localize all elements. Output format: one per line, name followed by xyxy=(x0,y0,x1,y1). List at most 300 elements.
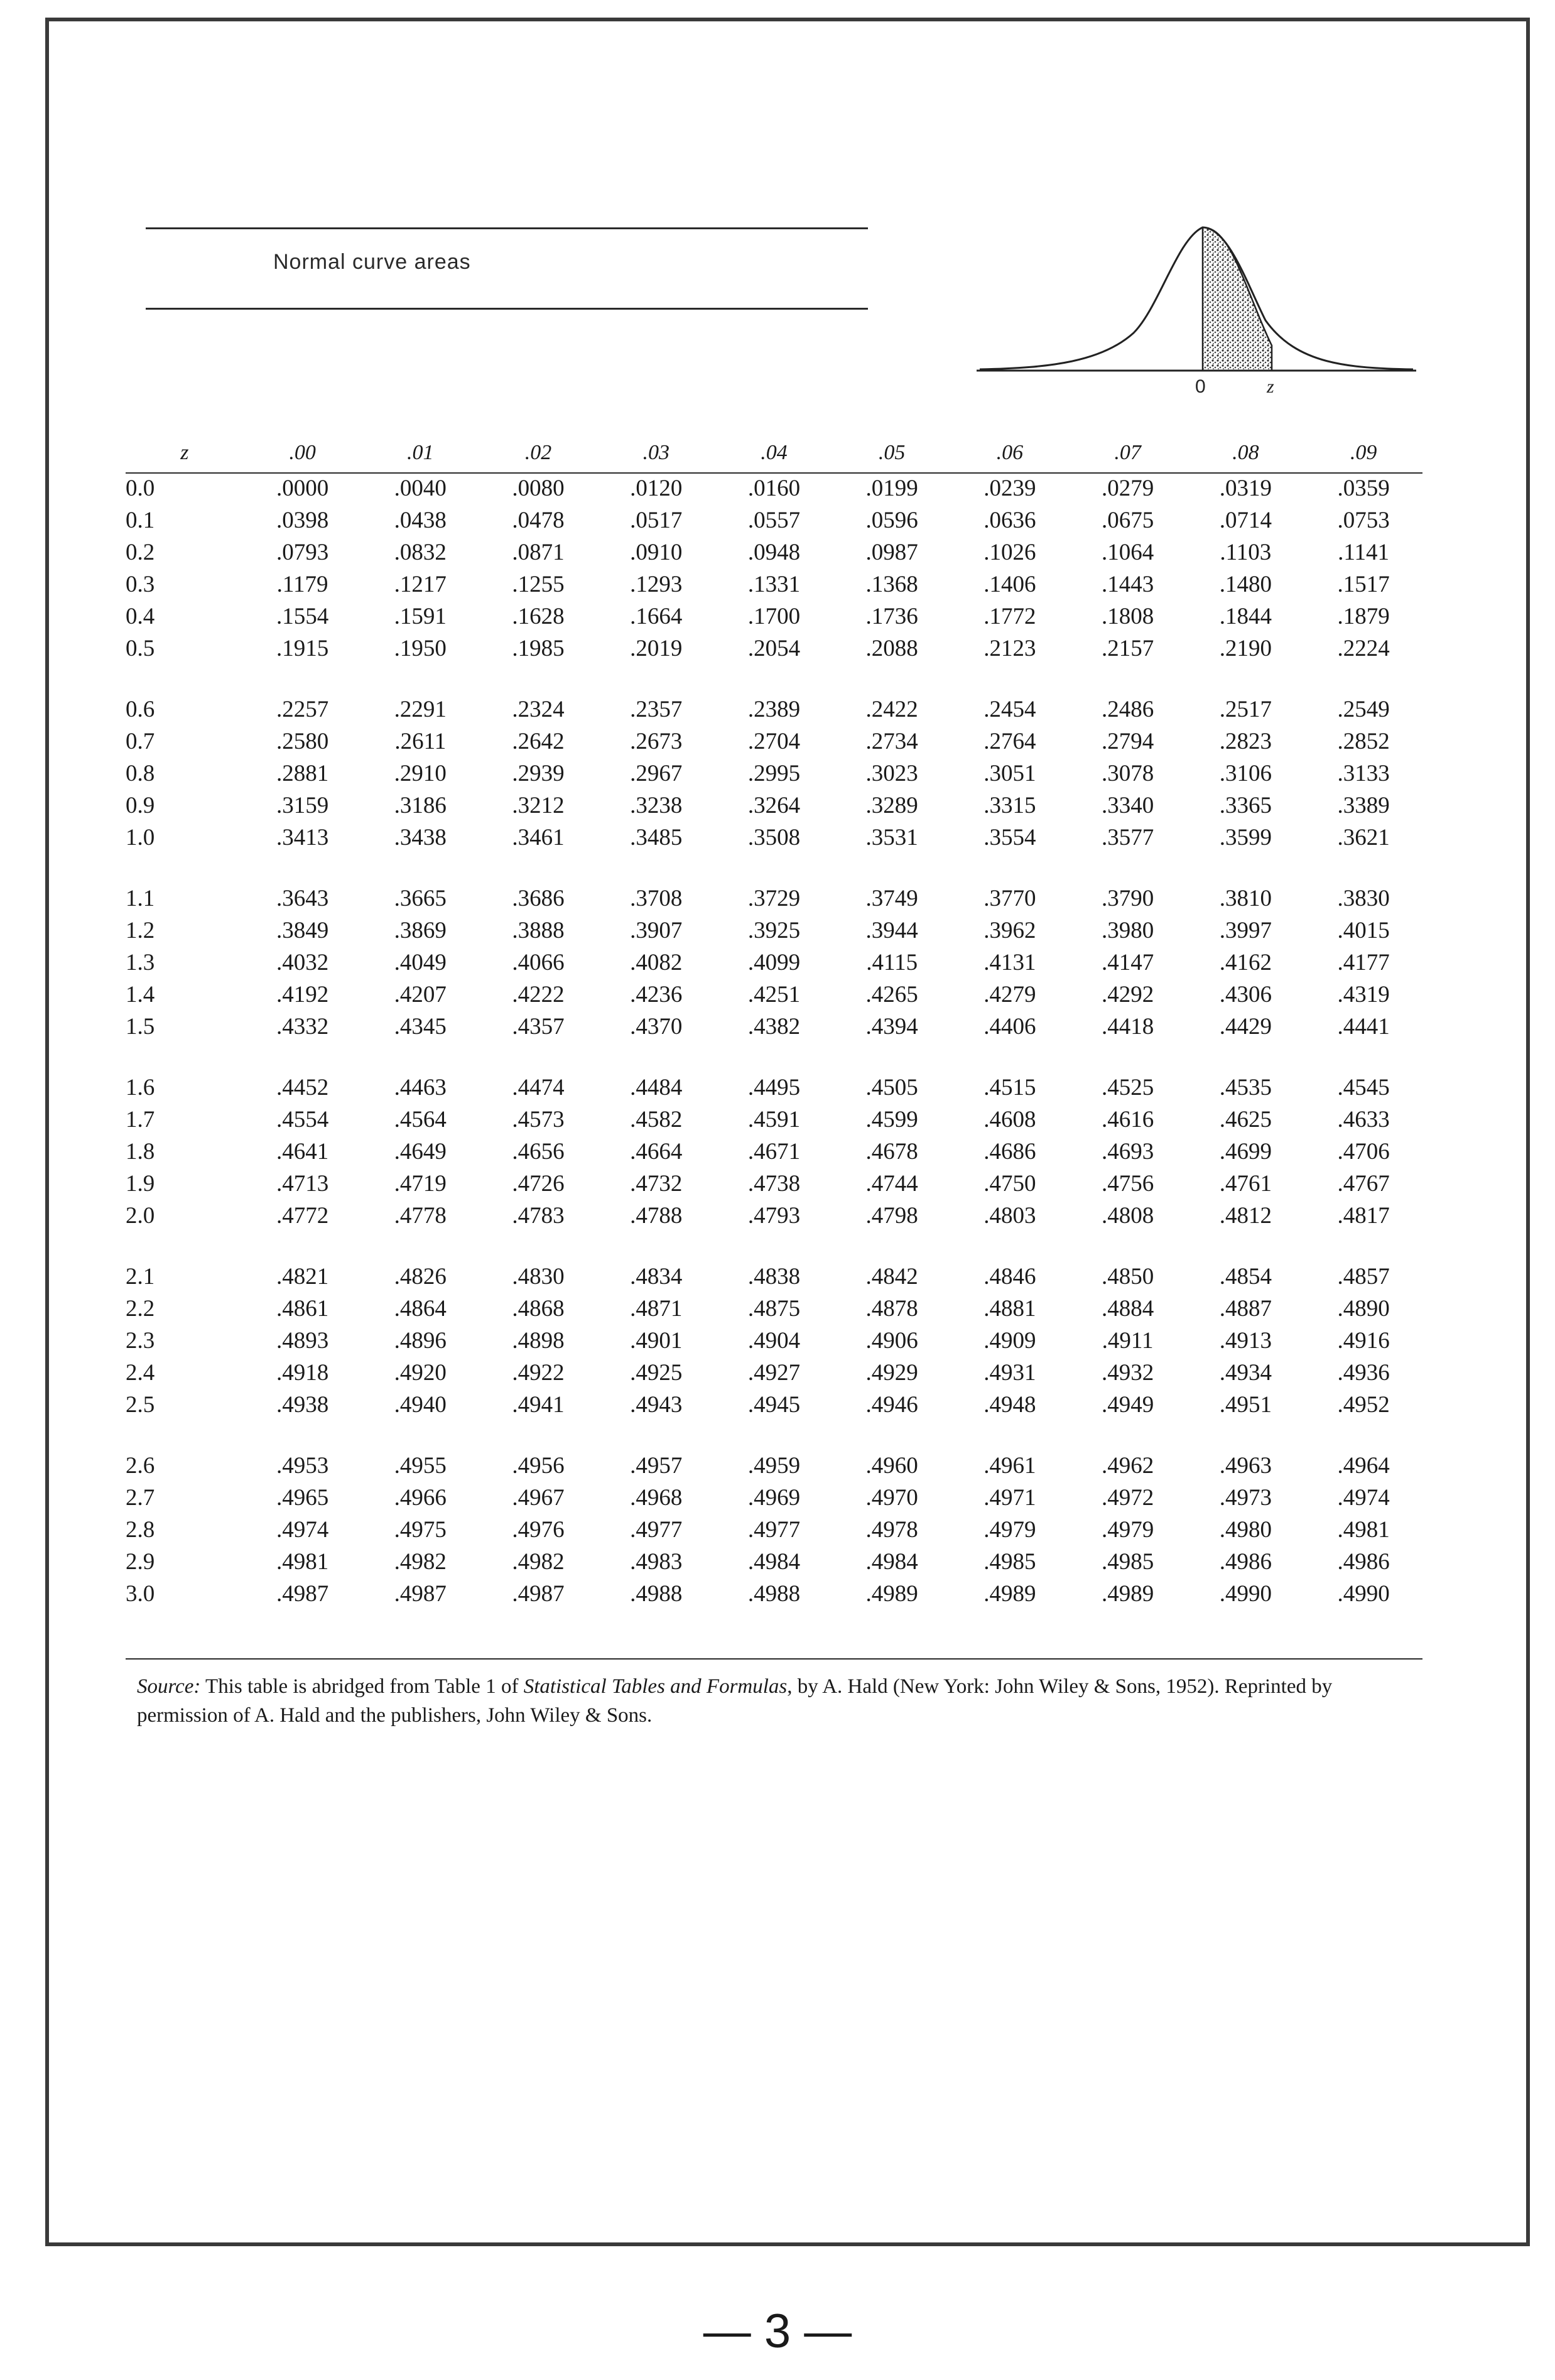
area-cell: .4706 xyxy=(1337,1139,1390,1165)
area-cell: .4990 xyxy=(1337,1581,1390,1607)
area-cell: .4980 xyxy=(1219,1517,1272,1543)
area-cell: .4750 xyxy=(983,1171,1036,1197)
area-cell: .3212 xyxy=(512,793,565,818)
area-cell: .4162 xyxy=(1219,950,1272,975)
column-header-z: z xyxy=(180,441,189,464)
area-cell: .4015 xyxy=(1337,918,1390,943)
area-cell: .4838 xyxy=(747,1264,801,1290)
area-cell: .3508 xyxy=(747,825,801,850)
area-cell: .4345 xyxy=(394,1014,447,1040)
column-header: .04 xyxy=(761,441,788,464)
z-value-cell: 2.6 xyxy=(126,1453,155,1479)
area-cell: .4861 xyxy=(276,1296,329,1322)
area-cell: .4961 xyxy=(983,1453,1036,1479)
area-cell: .3159 xyxy=(276,793,329,818)
area-cell: .4370 xyxy=(630,1014,683,1040)
area-cell: .3413 xyxy=(276,825,329,850)
area-cell: .4968 xyxy=(630,1485,683,1511)
area-cell: .3790 xyxy=(1101,886,1154,911)
table-row xyxy=(126,758,1422,790)
area-cell: .2642 xyxy=(512,729,565,754)
area-cell: .0675 xyxy=(1101,508,1154,533)
table-row xyxy=(126,1200,1422,1232)
area-cell: .4977 xyxy=(630,1517,683,1543)
area-cell: .4505 xyxy=(865,1075,918,1100)
column-header: .00 xyxy=(289,441,316,464)
area-cell: .4429 xyxy=(1219,1014,1272,1040)
area-cell: .4957 xyxy=(630,1453,683,1479)
area-cell: .2764 xyxy=(983,729,1036,754)
area-cell: .1950 xyxy=(394,636,447,661)
area-cell: .0910 xyxy=(630,540,683,565)
area-cell: .3485 xyxy=(630,825,683,850)
area-cell: .4898 xyxy=(512,1328,565,1354)
area-cell: .4693 xyxy=(1101,1139,1154,1165)
area-cell: .1985 xyxy=(512,636,565,661)
area-cell: .1808 xyxy=(1101,604,1154,629)
area-cell: .4463 xyxy=(394,1075,447,1100)
area-cell: .0714 xyxy=(1219,508,1272,533)
table-row xyxy=(126,947,1422,979)
area-cell: .3962 xyxy=(983,918,1036,943)
area-cell: .4382 xyxy=(747,1014,801,1040)
area-cell: .4713 xyxy=(276,1171,329,1197)
area-cell: .0398 xyxy=(276,508,329,533)
area-cell: .4115 xyxy=(866,950,918,975)
area-cell: .4864 xyxy=(394,1296,447,1322)
area-cell: .4207 xyxy=(394,982,447,1008)
area-cell: .4418 xyxy=(1101,1014,1154,1040)
area-cell: .2088 xyxy=(865,636,918,661)
area-cell: .4573 xyxy=(512,1107,565,1133)
z-value-cell: 0.8 xyxy=(126,761,155,786)
z-value-cell: 0.1 xyxy=(126,508,155,533)
area-cell: .2823 xyxy=(1219,729,1272,754)
column-header: .05 xyxy=(878,441,906,464)
area-cell: .0478 xyxy=(512,508,565,533)
z-value-cell: 1.1 xyxy=(126,886,155,911)
table-row xyxy=(126,1357,1422,1389)
area-cell: .4357 xyxy=(512,1014,565,1040)
area-cell: .4989 xyxy=(865,1581,918,1607)
area-cell: .4868 xyxy=(512,1296,565,1322)
area-cell: .4495 xyxy=(747,1075,801,1100)
area-cell: .3264 xyxy=(747,793,801,818)
area-cell: .4545 xyxy=(1337,1075,1390,1100)
table-row xyxy=(126,1293,1422,1325)
table-row xyxy=(126,536,1422,568)
table-row xyxy=(126,979,1422,1011)
area-cell: .4956 xyxy=(512,1453,565,1479)
area-cell: .0319 xyxy=(1219,475,1272,501)
table-row xyxy=(126,1514,1422,1546)
z-value-cell: 2.8 xyxy=(126,1517,155,1543)
area-cell: .4985 xyxy=(1101,1549,1154,1575)
area-cell: .4812 xyxy=(1219,1203,1272,1229)
area-cell: .0948 xyxy=(747,540,801,565)
area-cell: .1844 xyxy=(1219,604,1272,629)
area-cell: .3554 xyxy=(983,825,1036,850)
table-row xyxy=(126,725,1422,758)
table-row xyxy=(126,1104,1422,1136)
area-cell: .4265 xyxy=(865,982,918,1008)
area-cell: .4976 xyxy=(512,1517,565,1543)
area-cell: .4909 xyxy=(983,1328,1036,1354)
area-cell: .1368 xyxy=(865,572,918,597)
area-cell: .2995 xyxy=(747,761,801,786)
table-row xyxy=(126,1072,1422,1104)
area-cell: .4896 xyxy=(394,1328,447,1354)
area-cell: .4788 xyxy=(630,1203,683,1229)
area-cell: .0636 xyxy=(983,508,1036,533)
area-cell: .4319 xyxy=(1337,982,1390,1008)
area-cell: .2357 xyxy=(630,697,683,722)
normal-curve-table xyxy=(126,433,1422,1610)
area-cell: .4918 xyxy=(276,1360,329,1386)
area-cell: .4306 xyxy=(1219,982,1272,1008)
area-cell: .4953 xyxy=(276,1453,329,1479)
group-spacer xyxy=(126,1232,1422,1261)
area-cell: .4913 xyxy=(1219,1328,1272,1354)
area-cell: .4984 xyxy=(747,1549,801,1575)
z-value-cell: 3.0 xyxy=(126,1581,155,1607)
area-cell: .3438 xyxy=(394,825,447,850)
area-cell: .3577 xyxy=(1101,825,1154,850)
area-cell: .4960 xyxy=(865,1453,918,1479)
curve-label-z: z xyxy=(1267,376,1274,396)
area-cell: .3078 xyxy=(1101,761,1154,786)
area-cell: .4236 xyxy=(630,982,683,1008)
area-cell: .4821 xyxy=(276,1264,329,1290)
area-cell: .4744 xyxy=(865,1171,918,1197)
table-row xyxy=(126,1578,1422,1610)
z-value-cell: 1.7 xyxy=(126,1107,155,1133)
area-cell: .0120 xyxy=(630,475,683,501)
area-cell: .4890 xyxy=(1337,1296,1390,1322)
table-header-row xyxy=(126,433,1422,472)
area-cell: .4678 xyxy=(865,1139,918,1165)
area-cell: .1406 xyxy=(983,572,1036,597)
area-cell: .4817 xyxy=(1337,1203,1390,1229)
table-row xyxy=(126,1389,1422,1421)
area-cell: .1480 xyxy=(1219,572,1272,597)
area-cell: .4934 xyxy=(1219,1360,1272,1386)
table-row xyxy=(126,600,1422,633)
area-cell: .4177 xyxy=(1337,950,1390,975)
table-title: Normal curve areas xyxy=(273,250,471,274)
area-cell: .0871 xyxy=(512,540,565,565)
table-row xyxy=(126,915,1422,947)
area-cell: .4591 xyxy=(747,1107,801,1133)
area-cell: .3980 xyxy=(1101,918,1154,943)
area-cell: .3810 xyxy=(1219,886,1272,911)
area-cell: .3365 xyxy=(1219,793,1272,818)
area-cell: .4990 xyxy=(1219,1581,1272,1607)
area-cell: .2517 xyxy=(1219,697,1272,722)
area-cell: .2291 xyxy=(394,697,447,722)
area-cell: .2224 xyxy=(1337,636,1390,661)
page-number: — 3 — xyxy=(703,2305,852,2358)
area-cell: .4525 xyxy=(1101,1075,1154,1100)
area-cell: .2123 xyxy=(983,636,1036,661)
table-row xyxy=(126,1482,1422,1514)
area-cell: .2157 xyxy=(1101,636,1154,661)
area-cell: .4938 xyxy=(276,1392,329,1418)
z-value-cell: 2.2 xyxy=(126,1296,155,1322)
area-cell: .1554 xyxy=(276,604,329,629)
area-cell: .3051 xyxy=(983,761,1036,786)
area-cell: .4940 xyxy=(394,1392,447,1418)
area-cell: .4616 xyxy=(1101,1107,1154,1133)
z-value-cell: 2.4 xyxy=(126,1360,155,1386)
table-row xyxy=(126,822,1422,854)
area-cell: .4982 xyxy=(512,1549,565,1575)
area-cell: .2454 xyxy=(983,697,1036,722)
z-value-cell: 1.8 xyxy=(126,1139,155,1165)
table-rule-bottom xyxy=(126,1658,1422,1660)
area-cell: .0239 xyxy=(983,475,1036,501)
shaded-area xyxy=(1203,227,1272,371)
area-cell: .4884 xyxy=(1101,1296,1154,1322)
area-cell: .4983 xyxy=(630,1549,683,1575)
area-cell: .3238 xyxy=(630,793,683,818)
area-cell: .4732 xyxy=(630,1171,683,1197)
area-cell: .3461 xyxy=(512,825,565,850)
area-cell: .0753 xyxy=(1337,508,1390,533)
area-cell: .4989 xyxy=(1101,1581,1154,1607)
area-cell: .3888 xyxy=(512,918,565,943)
group-spacer xyxy=(126,665,1422,693)
area-cell: .3643 xyxy=(276,886,329,911)
area-cell: .4943 xyxy=(630,1392,683,1418)
table-row xyxy=(126,1011,1422,1043)
area-cell: .1664 xyxy=(630,604,683,629)
table-row xyxy=(126,1450,1422,1482)
area-cell: .4986 xyxy=(1337,1549,1390,1575)
area-cell: .3849 xyxy=(276,918,329,943)
area-cell: .4099 xyxy=(747,950,801,975)
area-cell: .4974 xyxy=(276,1517,329,1543)
area-cell: .2389 xyxy=(747,697,801,722)
area-cell: .4945 xyxy=(747,1392,801,1418)
area-cell: .2422 xyxy=(865,697,918,722)
group-spacer xyxy=(126,1043,1422,1072)
area-cell: .4973 xyxy=(1219,1485,1272,1511)
area-cell: .4484 xyxy=(630,1075,683,1100)
area-cell: .4887 xyxy=(1219,1296,1272,1322)
z-value-cell: 1.6 xyxy=(126,1075,155,1100)
area-cell: .3749 xyxy=(865,886,918,911)
z-value-cell: 0.9 xyxy=(126,793,155,818)
area-cell: .4878 xyxy=(865,1296,918,1322)
area-cell: .3665 xyxy=(394,886,447,911)
area-cell: .0080 xyxy=(512,475,565,501)
normal-curve-figure xyxy=(970,214,1422,396)
area-cell: .1179 xyxy=(276,572,328,597)
area-cell: .1255 xyxy=(512,572,565,597)
source-note xyxy=(137,1672,1424,1730)
area-cell: .4772 xyxy=(276,1203,329,1229)
area-cell: .3315 xyxy=(983,793,1036,818)
table-row xyxy=(126,1546,1422,1578)
area-cell: .4850 xyxy=(1101,1264,1154,1290)
area-cell: .4964 xyxy=(1337,1453,1390,1479)
z-value-cell: 0.4 xyxy=(126,604,155,629)
area-cell: .4778 xyxy=(394,1203,447,1229)
area-cell: .4147 xyxy=(1101,950,1154,975)
area-cell: .1879 xyxy=(1337,604,1390,629)
area-cell: .4978 xyxy=(865,1517,918,1543)
area-cell: .1103 xyxy=(1220,540,1272,565)
table-row xyxy=(126,472,1422,504)
area-cell: .1700 xyxy=(747,604,801,629)
area-cell: .2910 xyxy=(394,761,447,786)
area-cell: .4564 xyxy=(394,1107,447,1133)
area-cell: .4554 xyxy=(276,1107,329,1133)
area-cell: .4962 xyxy=(1101,1453,1154,1479)
area-cell: .4842 xyxy=(865,1264,918,1290)
area-cell: .3686 xyxy=(512,886,565,911)
area-cell: .0199 xyxy=(865,475,918,501)
z-value-cell: 2.5 xyxy=(126,1392,155,1418)
z-value-cell: 1.0 xyxy=(126,825,155,850)
area-cell: .0832 xyxy=(394,540,447,565)
area-cell: .4982 xyxy=(394,1549,447,1575)
table-row xyxy=(126,883,1422,915)
area-cell: .4959 xyxy=(747,1453,801,1479)
area-cell: .3997 xyxy=(1219,918,1272,943)
area-cell: .4656 xyxy=(512,1139,565,1165)
table-row xyxy=(126,693,1422,725)
area-cell: .4664 xyxy=(630,1139,683,1165)
area-cell: .2257 xyxy=(276,697,329,722)
area-cell: .2019 xyxy=(630,636,683,661)
area-cell: .4332 xyxy=(276,1014,329,1040)
area-cell: .1141 xyxy=(1338,540,1390,565)
area-cell: .4951 xyxy=(1219,1392,1272,1418)
area-cell: .4987 xyxy=(276,1581,329,1607)
area-cell: .2794 xyxy=(1101,729,1154,754)
area-cell: .4985 xyxy=(983,1549,1036,1575)
area-cell: .4222 xyxy=(512,982,565,1008)
area-cell: .4986 xyxy=(1219,1549,1272,1575)
area-cell: .1026 xyxy=(983,540,1036,565)
z-value-cell: 1.3 xyxy=(126,950,155,975)
source-book-title: Statistical Tables and Formulas xyxy=(523,1675,788,1698)
z-value-cell: 0.0 xyxy=(126,475,155,501)
bell-curve xyxy=(980,227,1413,369)
area-cell: .2852 xyxy=(1337,729,1390,754)
area-cell: .0279 xyxy=(1101,475,1154,501)
area-cell: .0000 xyxy=(276,475,329,501)
table-row xyxy=(126,1168,1422,1200)
area-cell: .3531 xyxy=(865,825,918,850)
area-cell: .2704 xyxy=(747,729,801,754)
area-cell: .4803 xyxy=(983,1203,1036,1229)
area-cell: .4932 xyxy=(1101,1360,1154,1386)
area-cell: .4946 xyxy=(865,1392,918,1418)
area-cell: .0793 xyxy=(276,540,329,565)
area-cell: .4808 xyxy=(1101,1203,1154,1229)
area-cell: .4649 xyxy=(394,1139,447,1165)
area-cell: .4955 xyxy=(394,1453,447,1479)
area-cell: .2881 xyxy=(276,761,329,786)
area-cell: .4989 xyxy=(983,1581,1036,1607)
area-cell: .1772 xyxy=(983,604,1036,629)
area-cell: .0987 xyxy=(865,540,918,565)
area-cell: .4452 xyxy=(276,1075,329,1100)
area-cell: .2939 xyxy=(512,761,565,786)
area-cell: .4987 xyxy=(512,1581,565,1607)
area-cell: .4726 xyxy=(512,1171,565,1197)
area-cell: .4082 xyxy=(630,950,683,975)
area-cell: .4901 xyxy=(630,1328,683,1354)
area-cell: .0438 xyxy=(394,508,447,533)
area-cell: .1915 xyxy=(276,636,329,661)
source-label: Source: xyxy=(137,1675,201,1698)
area-cell: .4875 xyxy=(747,1296,801,1322)
area-cell: .4971 xyxy=(983,1485,1036,1511)
area-cell: .4279 xyxy=(983,982,1036,1008)
area-cell: .0040 xyxy=(394,475,447,501)
curve-label-zero: 0 xyxy=(1195,376,1206,396)
area-cell: .4857 xyxy=(1337,1264,1390,1290)
area-cell: .1293 xyxy=(630,572,683,597)
area-cell: .4854 xyxy=(1219,1264,1272,1290)
area-cell: .4936 xyxy=(1337,1360,1390,1386)
table-row xyxy=(126,568,1422,600)
area-cell: .3106 xyxy=(1219,761,1272,786)
area-cell: .1628 xyxy=(512,604,565,629)
area-cell: .3599 xyxy=(1219,825,1272,850)
area-cell: .4719 xyxy=(394,1171,447,1197)
area-cell: .1591 xyxy=(394,604,447,629)
area-cell: .4925 xyxy=(630,1360,683,1386)
area-cell: .4927 xyxy=(747,1360,801,1386)
area-cell: .4911 xyxy=(1102,1328,1154,1354)
z-value-cell: 2.3 xyxy=(126,1328,155,1354)
source-text-before: This table is abridged from Table 1 of xyxy=(200,1675,524,1698)
area-cell: .4515 xyxy=(983,1075,1036,1100)
table-row xyxy=(126,1261,1422,1293)
area-cell: .4975 xyxy=(394,1517,447,1543)
area-cell: .4032 xyxy=(276,950,329,975)
area-cell: .3944 xyxy=(865,918,918,943)
area-cell: .2611 xyxy=(394,729,447,754)
column-header: .09 xyxy=(1350,441,1377,464)
area-cell: .4974 xyxy=(1337,1485,1390,1511)
area-cell: .4981 xyxy=(276,1549,329,1575)
area-cell: .3389 xyxy=(1337,793,1390,818)
area-cell: .4441 xyxy=(1337,1014,1390,1040)
area-cell: .4906 xyxy=(865,1328,918,1354)
area-cell: .1443 xyxy=(1101,572,1154,597)
area-cell: .4738 xyxy=(747,1171,801,1197)
area-cell: .4967 xyxy=(512,1485,565,1511)
z-value-cell: 0.7 xyxy=(126,729,155,754)
area-cell: .2580 xyxy=(276,729,329,754)
source-text-after: , by A. Hald (New York: John Wiley & Sons, 1952). Reprinted by permission of A. Hald and the publishers, John Wiley & Sons. xyxy=(137,1675,1333,1727)
column-header: .07 xyxy=(1114,441,1141,464)
column-header: .01 xyxy=(407,441,434,464)
area-cell: .4916 xyxy=(1337,1328,1390,1354)
z-value-cell: 2.9 xyxy=(126,1549,155,1575)
area-cell: .2673 xyxy=(630,729,683,754)
area-cell: .4826 xyxy=(394,1264,447,1290)
area-cell: .4406 xyxy=(983,1014,1036,1040)
area-cell: .3907 xyxy=(630,918,683,943)
z-value-cell: 0.6 xyxy=(126,697,155,722)
